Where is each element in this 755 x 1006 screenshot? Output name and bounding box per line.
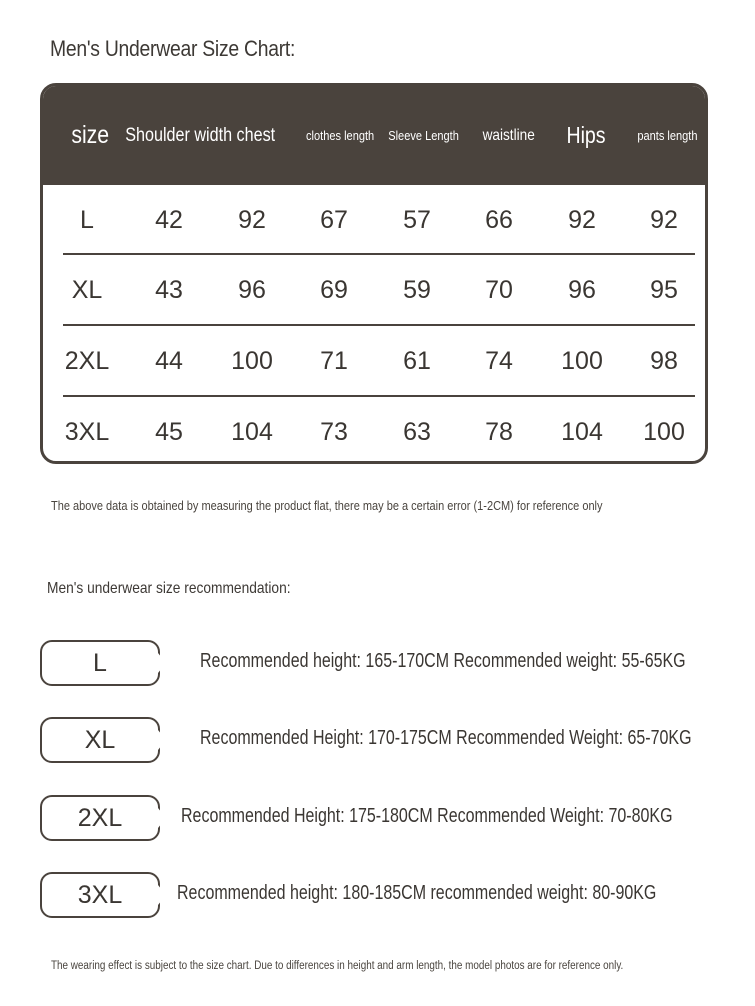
table-cell: 96 bbox=[238, 275, 266, 304]
measurement-note: The above data is obtained by measuring the product flat, there may be a certain error (1-2CM) for reference only bbox=[51, 499, 603, 513]
recommendation-row bbox=[40, 717, 740, 769]
page-title: Men's Underwear Size Chart: bbox=[50, 36, 296, 61]
table-cell: 78 bbox=[485, 417, 513, 446]
table-cell: 44 bbox=[155, 346, 183, 375]
table-cell: 74 bbox=[485, 346, 513, 375]
recommendation-row bbox=[40, 640, 740, 692]
recommendation-text: Recommended Height: 170-175CM Recommended Weight: 65-70KG bbox=[200, 727, 692, 749]
table-cell: 59 bbox=[403, 275, 431, 304]
header-shoulder-width-chest: Shoulder width chest bbox=[125, 124, 275, 146]
size-cell: XL bbox=[71, 275, 103, 304]
badge-pointer bbox=[154, 803, 166, 833]
header-waistline: waistline bbox=[482, 126, 536, 144]
size-badge: L bbox=[40, 640, 160, 686]
table-cell: 73 bbox=[320, 417, 348, 446]
size-cell: 3XL bbox=[64, 417, 110, 446]
table-cell: 71 bbox=[320, 346, 348, 375]
size-cell: 2XL bbox=[64, 346, 110, 375]
recommendation-row bbox=[40, 872, 740, 924]
size-badge: 2XL bbox=[40, 795, 160, 841]
table-cell: 98 bbox=[650, 346, 678, 375]
table-row bbox=[43, 185, 705, 255]
table-cell: 57 bbox=[403, 205, 431, 234]
table-cell: 100 bbox=[561, 346, 603, 375]
table-cell: 100 bbox=[231, 346, 273, 375]
recommendation-text: Recommended Height: 175-180CM Recommended Weight: 70-80KG bbox=[181, 805, 673, 827]
table-row bbox=[43, 326, 705, 396]
table-cell: 95 bbox=[650, 275, 678, 304]
header-pants-length: pants length bbox=[636, 128, 698, 143]
recommendation-text: Recommended height: 180-185CM recommended weight: 80-90KG bbox=[177, 882, 657, 904]
table-cell: 92 bbox=[238, 205, 266, 234]
table-cell: 42 bbox=[155, 205, 183, 234]
size-chart-table bbox=[40, 83, 708, 464]
table-row bbox=[43, 255, 705, 325]
header-size: size bbox=[71, 121, 109, 149]
table-cell: 66 bbox=[485, 205, 513, 234]
table-cell: 63 bbox=[403, 417, 431, 446]
badge-pointer bbox=[154, 648, 166, 678]
table-cell: 43 bbox=[155, 275, 183, 304]
footer-note: The wearing effect is subject to the size chart. Due to differences in height and arm length, the model photos are for reference only. bbox=[51, 960, 624, 972]
size-badge: XL bbox=[40, 717, 160, 763]
header-sleeve-length: Sleeve Length bbox=[388, 128, 460, 143]
table-cell: 61 bbox=[403, 346, 431, 375]
table-cell: 100 bbox=[643, 417, 685, 446]
table-row bbox=[43, 397, 705, 464]
table-cell: 92 bbox=[650, 205, 678, 234]
table-header bbox=[43, 86, 705, 185]
size-badge: 3XL bbox=[40, 872, 160, 918]
table-cell: 67 bbox=[320, 205, 348, 234]
recommendation-text: Recommended height: 165-170CM Recommended weight: 55-65KG bbox=[200, 650, 686, 672]
recommendation-row bbox=[40, 795, 740, 847]
table-cell: 69 bbox=[320, 275, 348, 304]
table-cell: 104 bbox=[231, 417, 273, 446]
table-cell: 92 bbox=[568, 205, 596, 234]
table-cell: 104 bbox=[561, 417, 603, 446]
badge-pointer bbox=[154, 725, 166, 755]
size-cell: L bbox=[80, 205, 94, 234]
table-cell: 70 bbox=[485, 275, 513, 304]
table-cell: 45 bbox=[155, 417, 183, 446]
table-cell: 96 bbox=[568, 275, 596, 304]
header-hips: Hips bbox=[566, 122, 606, 148]
badge-pointer bbox=[154, 880, 166, 910]
header-clothes-length: clothes length bbox=[306, 128, 375, 143]
recommendation-title: Men's underwear size recommendation: bbox=[47, 580, 291, 597]
